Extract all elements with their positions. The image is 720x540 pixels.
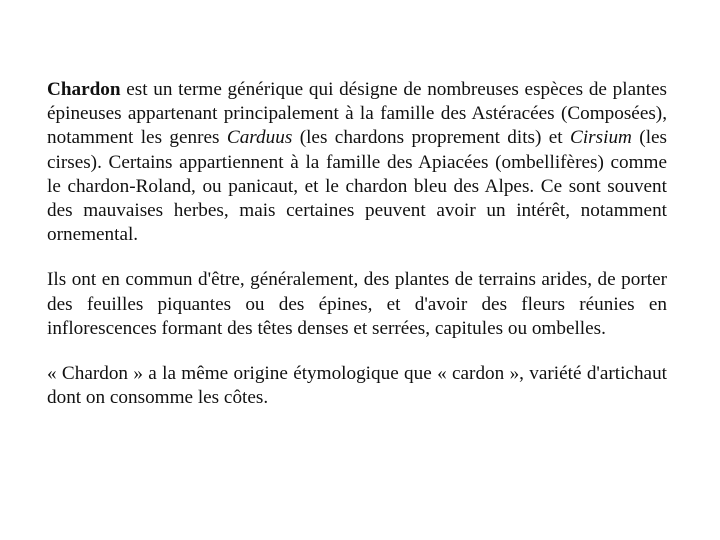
text-run: Ils ont en commun d'être, généralement, des plantes de terrains arides, de porter des feuilles piquantes ou des épines, et d'avoir des fleurs réunies en inflorescences formant des têtes denses et serrées, capitules ou ombelles. bbox=[47, 269, 667, 339]
text-run: est un terme générique qui désigne de nombreuses espèces de plantes épineuses appartenant principalement à la famille des Astéracées (Composées), notamment les genres bbox=[47, 79, 667, 149]
paragraph-1 bbox=[47, 78, 667, 247]
document-body bbox=[47, 78, 667, 410]
term-chardon: Chardon bbox=[47, 79, 121, 100]
paragraph-2 bbox=[47, 268, 667, 341]
text-run: (les cirses). Certains appartiennent à la famille des Apiacées (ombellifères) comme le chardon-Roland, ou panicaut, et le chardon bleu des Alpes. Ce sont souvent des mauvaises herbes, mais certaines peuvent avoir un intérêt, notamment ornemental. bbox=[47, 127, 668, 246]
text-run: (les chardons proprement dits) et bbox=[292, 127, 571, 149]
text-run: « Chardon » a la même origine étymologique que « cardon », variété d'artichaut dont on consomme les côtes. bbox=[47, 363, 667, 409]
genus-carduus: Carduus bbox=[226, 127, 293, 149]
paragraph-3 bbox=[47, 362, 667, 410]
genus-cirsium: Cirsium bbox=[570, 127, 632, 149]
